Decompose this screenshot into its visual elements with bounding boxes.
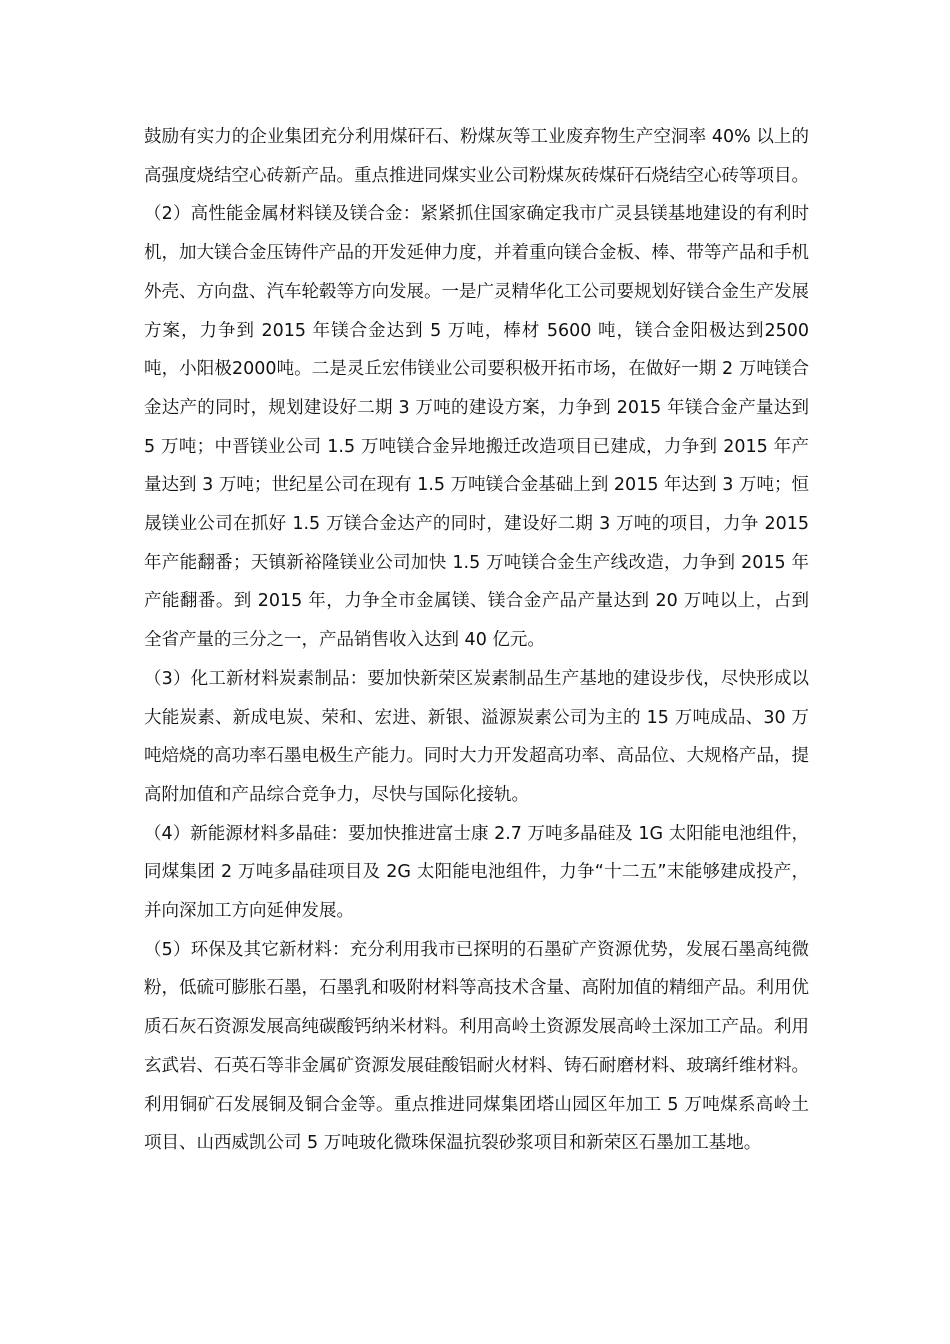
document-body (144, 118, 809, 1163)
paragraph-5: （5）环保及其它新材料：充分利用我市已探明的石墨矿产资源优势，发展石墨高纯微粉，低硫可膨胀石墨，石墨乳和吸附材料等高技术含量、高附加值的精细产品。利用优质石灰石资源发展高纯碳酸钙纳米材料。利用高岭土资源发展高岭土深加工产品。利用玄武岩、石英石等非金属矿资源发展硅酸铝耐火材料、铸石耐磨材料、玻璃纤维材料。利用铜矿石发展铜及铜合金等。重点推进同煤集团塔山园区年加工 5 万吨煤系高岭土项目、山西威凯公司 5 万吨玻化微珠保温抗裂砂浆项目和新荣区石墨加工基地。 (144, 939, 809, 1154)
paragraph-2: （2）高性能金属材料镁及镁合金：紧紧抓住国家确定我市广灵县镁基地建设的有利时机，加大镁合金压铸件产品的开发延伸力度，并着重向镁合金板、棒、带等产品和手机外壳、方向盘、汽车轮毂等方向发展。一是广灵精华化工公司要规划好镁合金生产发展方案，力争到 2015 年镁合金达到 5 万吨，棒材 5600 吨，镁合金阳极达到2500吨，小阳极2000吨。二是灵丘宏伟镁业公司要积极开拓市场，在做好一期 2 万吨镁合金达产的同时，规划建设好二期 3 万吨的建设方案，力争到 2015 年镁合金产量达到 5 万吨；中晋镁业公司 1.5 万吨镁合金异地搬迁改造项目已建成，力争到 2015 年产量达到 3 万吨；世纪星公司在现有 1.5 万吨镁合金基础上到 2015 年达到 3 万吨；恒晟镁业公司在抓好 1.5 万镁合金达产的同时，建设好二期 3 万吨的项目，力争 2015 年产能翻番；天镇新裕隆镁业公司加快 1.5 万吨镁合金生产线改造，力争到 2015 年产能翻番。到 2015 年，力争全市金属镁、镁合金产品产量达到 20 万吨以上，占到全省产量的三分之一，产品销售收入达到 40 亿元。 (144, 204, 809, 651)
paragraph-3: （3）化工新材料炭素制品：要加快新荣区炭素制品生产基地的建设步伐，尽快形成以大能炭素、新成电炭、荣和、宏进、新银、溢源炭素公司为主的 15 万吨成品、30 万吨焙烧的高功率石墨电极生产能力。同时大力开发超高功率、高品位、大规格产品，提高附加值和产品综合竞争力，尽快与国际化接轨。 (144, 668, 809, 805)
paragraph-1: 鼓励有实力的企业集团充分利用煤矸石、粉煤灰等工业废弃物生产空洞率 40% 以上的高强度烧结空心砖新产品。重点推进同煤实业公司粉煤灰砖煤矸石烧结空心砖等项目。 (144, 127, 809, 186)
paragraph-4: （4）新能源材料多晶硅：要加快推进富士康 2.7 万吨多晶硅及 1G 太阳能电池组件，同煤集团 2 万吨多晶硅项目及 2G 太阳能电池组件，力争“十二五”末能够建成投产，并向深加工方向延伸发展。 (144, 823, 809, 922)
